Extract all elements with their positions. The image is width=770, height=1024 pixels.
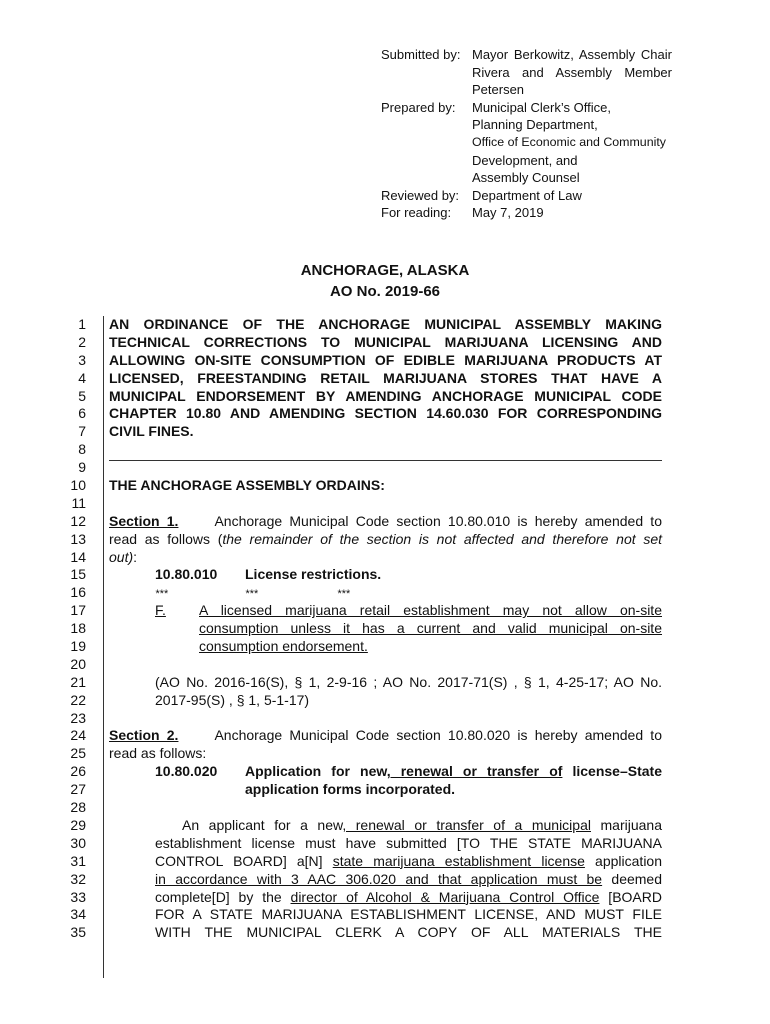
ordinance-body [109, 316, 662, 942]
line-number: 29 [70, 816, 86, 833]
submitted-by-line: Rivera and Assembly Member [472, 64, 672, 80]
line-number: 32 [70, 870, 86, 887]
section-2-paragraph-line: FOR A STATE MARIJUANA ESTABLISHMENT LICENSE, AND MUST FILE [155, 906, 662, 923]
section-2-line: Section 2. Anchorage Municipal Code section 10.80.020 is hereby amended to [109, 727, 662, 744]
section-2-paragraph-line: CONTROL BOARD] a[N] state marijuana establishment license application [155, 852, 662, 869]
ordinance-title-line: MUNICIPAL ENDORSEMENT BY AMENDING ANCHORAGE MUNICIPAL CODE [109, 387, 662, 404]
line-number: 22 [70, 691, 86, 708]
ordinance-title-line: ALLOWING ON-SITE CONSUMPTION OF EDIBLE MARIJUANA PRODUCTS AT [109, 351, 662, 368]
line-number: 35 [70, 924, 86, 941]
subsection-f-line: F. A licensed marijuana retail establishment may not allow on-site [155, 602, 662, 619]
section-1-line: Section 1. Anchorage Municipal Code section 10.80.010 is hereby amended to [109, 512, 662, 529]
line-number: 2 [78, 333, 86, 350]
document-title-location: ANCHORAGE, ALASKA [300, 262, 470, 279]
prepared-by-line: Development, and [472, 152, 578, 168]
history-note-line: 2017-95(S) , § 1, 5-1-17) [155, 691, 310, 708]
section-2-paragraph-line: establishment license must have submitted [TO THE STATE MARIJUANA [155, 834, 662, 851]
section-2-paragraph-line: complete[D] by the director of Alcohol & Marijuana Control Office [BOARD [155, 888, 662, 905]
ordinance-title-line: AN ORDINANCE OF THE ANCHORAGE MUNICIPAL ASSEMBLY MAKING [109, 316, 662, 332]
ordinance-title-line: TECHNICAL CORRECTIONS TO MUNICIPAL MARIJUANA LICENSING AND [109, 333, 662, 350]
section-1-heading: Section 1. [109, 512, 179, 529]
line-number: 21 [70, 673, 86, 690]
reviewed-by-value: Department of Law [472, 187, 582, 203]
subsection-f-label: F. [155, 602, 166, 619]
ordains-clause: THE ANCHORAGE ASSEMBLY ORDAINS: [109, 477, 385, 494]
line-number: 30 [70, 834, 86, 851]
for-reading-value: May 7, 2019 [472, 205, 544, 221]
line-number: 7 [78, 423, 86, 440]
prepared-by-line: Municipal Clerk’s Office, [472, 99, 611, 115]
line-number: 16 [70, 584, 86, 601]
line-number: 19 [70, 638, 86, 655]
prepared-by-line: Assembly Counsel [472, 170, 580, 186]
subsection-f-line: consumption endorsement. [199, 638, 368, 655]
line-number: 25 [70, 745, 86, 762]
line-number: 24 [70, 727, 86, 744]
section-1-line: out): [109, 548, 138, 565]
margin-rule [103, 316, 104, 978]
ordinance-title-line: CIVIL FINES. [109, 423, 194, 440]
history-note-line: (AO No. 2016-16(S), § 1, 2-9-16 ; AO No. 2017-71(S) , § 1, 4-25-17; AO No. [155, 673, 662, 690]
line-number: 20 [70, 655, 86, 672]
line-number: 18 [70, 620, 86, 637]
code-heading-10-80-010: 10.80.010 License restrictions. [155, 566, 382, 583]
line-number: 23 [70, 709, 86, 726]
line-number: 15 [70, 566, 86, 583]
header-labels [381, 46, 471, 222]
ordinance-title-line: CHAPTER 10.80 AND AMENDING SECTION 14.60.030 FOR CORRESPONDING [109, 405, 662, 422]
line-number: 17 [70, 602, 86, 619]
reviewed-by-label: Reviewed by: [381, 187, 460, 203]
submitted-by-line: Mayor Berkowitz, Assembly Chair [472, 47, 672, 62]
section-2-line: read as follows: [109, 745, 207, 762]
line-number: 27 [70, 781, 86, 798]
line-numbers [50, 316, 86, 942]
code-heading-10-80-020: application forms incorporated. [245, 781, 456, 798]
line-number: 26 [70, 763, 86, 780]
document-title-number: AO No. 2019-66 [329, 283, 441, 300]
line-number: 9 [78, 459, 86, 476]
section-1-line: read as follows (the remainder of the section is not affected and therefore not set [109, 530, 662, 547]
section-2-paragraph-line: in accordance with 3 AAC 306.020 and that application must be deemed [155, 870, 662, 887]
section-2-paragraph-line: WITH THE MUNICIPAL CLERK A COPY OF ALL MATERIALS THE [155, 924, 662, 941]
line-number: 4 [78, 369, 86, 386]
line-number: 3 [78, 351, 86, 368]
line-number: 6 [78, 405, 86, 422]
omission-stars: *** *** *** [155, 588, 350, 601]
section-2-paragraph-line: An applicant for a new, renewal or transfer of a municipal marijuana [182, 816, 662, 833]
prepared-by-line: Office of Economic and Community [472, 134, 666, 149]
line-number: 33 [70, 888, 86, 905]
line-number: 14 [70, 548, 86, 565]
line-number: 11 [71, 494, 86, 511]
line-number: 5 [78, 387, 86, 404]
submitted-by-label: Submitted by: [381, 47, 461, 62]
ordinance-title-line: LICENSED, FREESTANDING RETAIL MARIJUANA STORES THAT HAVE A [109, 369, 662, 386]
code-heading-10-80-020: 10.80.020 Application for new, renewal or transfer of license–State [155, 763, 662, 780]
line-number: 28 [70, 799, 86, 816]
section-2-heading: Section 2. [109, 727, 179, 744]
prepared-by-label: Prepared by: [381, 99, 456, 115]
for-reading-label: For reading: [381, 205, 452, 221]
line-number: 12 [70, 512, 86, 529]
submitted-by-line: Petersen [472, 82, 525, 98]
line-number: 1 [78, 316, 86, 332]
header-values [472, 46, 672, 222]
line-number: 31 [70, 852, 86, 869]
subsection-f-line: consumption unless it has a current and valid municipal on-site [199, 620, 662, 637]
line-number: 34 [70, 906, 86, 923]
line-number: 10 [70, 477, 86, 494]
line-number: 8 [78, 441, 86, 458]
prepared-by-line: Planning Department, [472, 117, 598, 133]
line-number: 13 [70, 530, 86, 547]
